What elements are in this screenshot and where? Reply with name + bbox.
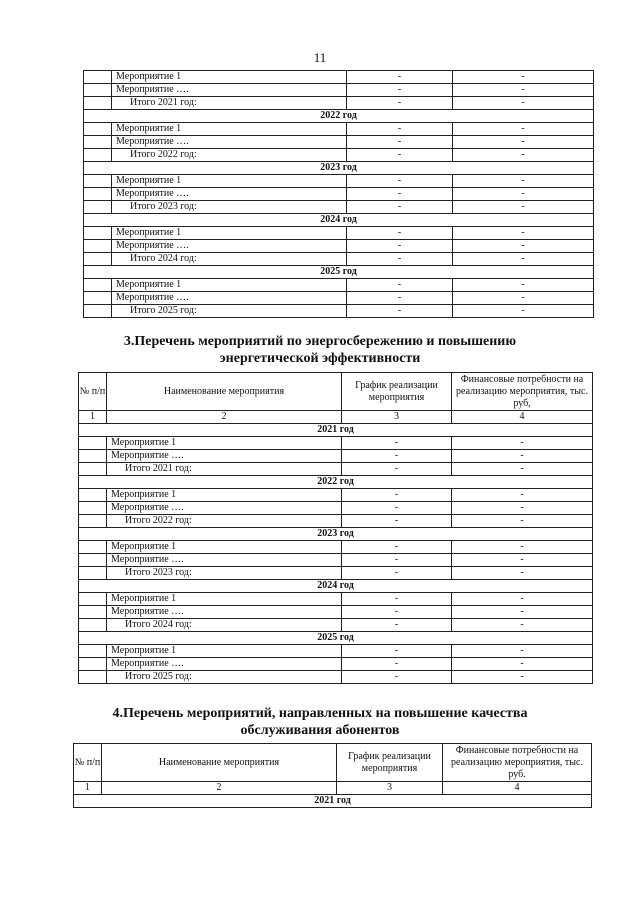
finance-cell: - xyxy=(453,175,594,188)
schedule-cell: - xyxy=(347,84,453,97)
schedule-cell: - xyxy=(342,567,452,580)
finance-cell: - xyxy=(453,71,594,84)
finance-cell: - xyxy=(453,240,594,253)
index-row xyxy=(74,782,592,795)
activity-name: Мероприятие …. xyxy=(107,554,342,567)
activity-name: Мероприятие …. xyxy=(112,292,347,305)
table-row xyxy=(84,279,594,292)
schedule-cell: - xyxy=(342,593,452,606)
activity-name: Мероприятие …. xyxy=(107,450,342,463)
total-row xyxy=(84,253,594,266)
col-header-finance: Финансовые потребности на реализацию мероприятия, тыс. руб. xyxy=(443,744,592,782)
finance-cell: - xyxy=(453,149,594,162)
col-header-schedule: График реализации мероприятия xyxy=(337,744,443,782)
num-cell xyxy=(79,502,107,515)
table-row xyxy=(84,123,594,136)
table-row xyxy=(84,240,594,253)
col-header-name: Наименование мероприятия xyxy=(102,744,337,782)
num-cell xyxy=(84,175,112,188)
finance-cell: - xyxy=(452,437,593,450)
year-row xyxy=(84,110,594,123)
num-cell xyxy=(79,619,107,632)
finance-cell: - xyxy=(452,463,593,476)
page-number: 11 xyxy=(313,50,327,65)
finance-cell: - xyxy=(452,450,593,463)
schedule-cell: - xyxy=(342,437,452,450)
table-row xyxy=(79,437,593,450)
finance-cell: - xyxy=(453,201,594,214)
finance-cell: - xyxy=(453,279,594,292)
index-cell: 4 xyxy=(452,411,593,424)
index-cell: 1 xyxy=(74,782,102,795)
section4-title-line2: обслуживания абонентов xyxy=(240,723,400,738)
activity-name: Мероприятие 1 xyxy=(107,645,342,658)
total-label: Итого 2021 год: xyxy=(107,463,342,476)
activity-name: Мероприятие …. xyxy=(112,84,347,97)
num-cell xyxy=(79,463,107,476)
finance-cell: - xyxy=(452,554,593,567)
schedule-cell: - xyxy=(342,502,452,515)
section3-title-line2: энергетической эффективности xyxy=(219,351,421,366)
num-cell xyxy=(84,84,112,97)
num-cell xyxy=(79,606,107,619)
table-continued xyxy=(83,70,594,318)
finance-cell: - xyxy=(453,253,594,266)
activity-name: Мероприятие …. xyxy=(112,136,347,149)
year-label: 2022 год xyxy=(84,110,594,123)
finance-cell: - xyxy=(452,658,593,671)
schedule-cell: - xyxy=(342,619,452,632)
schedule-cell: - xyxy=(347,71,453,84)
finance-cell: - xyxy=(452,515,593,528)
table-row xyxy=(79,489,593,502)
index-cell: 2 xyxy=(102,782,337,795)
table-row xyxy=(84,292,594,305)
index-row xyxy=(79,411,593,424)
num-cell xyxy=(84,305,112,318)
schedule-cell: - xyxy=(342,541,452,554)
section4-title-line1: 4.Перечень мероприятий, направленных на повышение качества xyxy=(112,706,528,721)
num-cell xyxy=(84,149,112,162)
schedule-cell: - xyxy=(347,149,453,162)
num-cell xyxy=(79,515,107,528)
num-cell xyxy=(79,671,107,684)
finance-cell: - xyxy=(453,97,594,110)
finance-cell: - xyxy=(452,593,593,606)
finance-cell: - xyxy=(452,671,593,684)
schedule-cell: - xyxy=(347,97,453,110)
num-cell xyxy=(84,292,112,305)
schedule-cell: - xyxy=(347,305,453,318)
num-cell xyxy=(84,227,112,240)
year-label: 2022 год xyxy=(79,476,593,489)
table-row xyxy=(79,554,593,567)
schedule-cell: - xyxy=(347,279,453,292)
year-row xyxy=(84,162,594,175)
finance-cell: - xyxy=(453,188,594,201)
table-row xyxy=(84,175,594,188)
num-cell xyxy=(79,567,107,580)
schedule-cell: - xyxy=(342,515,452,528)
table-row xyxy=(79,450,593,463)
table-section3 xyxy=(78,372,593,684)
finance-cell: - xyxy=(452,619,593,632)
col-header-num: № п/п xyxy=(79,373,107,411)
year-row xyxy=(79,424,593,437)
total-row xyxy=(79,671,593,684)
section3-title-line1: 3.Перечень мероприятий по энергосбережению и повышению xyxy=(123,334,517,349)
year-row xyxy=(79,528,593,541)
activity-name: Мероприятие 1 xyxy=(112,175,347,188)
table-section4 xyxy=(73,743,592,808)
finance-cell: - xyxy=(453,123,594,136)
year-row xyxy=(79,632,593,645)
year-label: 2025 год xyxy=(79,632,593,645)
finance-cell: - xyxy=(452,567,593,580)
finance-cell: - xyxy=(452,502,593,515)
table-row xyxy=(79,502,593,515)
num-cell xyxy=(84,71,112,84)
activity-name: Мероприятие …. xyxy=(107,606,342,619)
table-row xyxy=(79,541,593,554)
table-row xyxy=(79,658,593,671)
num-cell xyxy=(79,658,107,671)
schedule-cell: - xyxy=(342,450,452,463)
table-row xyxy=(84,71,594,84)
schedule-cell: - xyxy=(342,645,452,658)
num-cell xyxy=(84,123,112,136)
section3-title xyxy=(0,333,640,367)
total-label: Итого 2025 год: xyxy=(112,305,347,318)
col-header-name: Наименование мероприятия xyxy=(107,373,342,411)
total-row xyxy=(79,515,593,528)
year-label: 2023 год xyxy=(79,528,593,541)
year-row xyxy=(84,214,594,227)
schedule-cell: - xyxy=(347,136,453,149)
table-header-row xyxy=(79,373,593,411)
total-row xyxy=(79,567,593,580)
finance-cell: - xyxy=(452,606,593,619)
year-label: 2025 год xyxy=(84,266,594,279)
schedule-cell: - xyxy=(342,463,452,476)
col-header-schedule: График реализации мероприятия xyxy=(342,373,452,411)
num-cell xyxy=(84,136,112,149)
total-row xyxy=(84,149,594,162)
activity-name: Мероприятие 1 xyxy=(107,437,342,450)
total-label: Итого 2021 год: xyxy=(112,97,347,110)
schedule-cell: - xyxy=(342,489,452,502)
finance-cell: - xyxy=(452,541,593,554)
num-cell xyxy=(79,554,107,567)
col-header-num: № п/п xyxy=(74,744,102,782)
index-cell: 4 xyxy=(443,782,592,795)
num-cell xyxy=(84,201,112,214)
schedule-cell: - xyxy=(342,554,452,567)
table-header-row xyxy=(74,744,592,782)
schedule-cell: - xyxy=(342,658,452,671)
activity-name: Мероприятие 1 xyxy=(112,227,347,240)
finance-cell: - xyxy=(452,645,593,658)
activity-name: Мероприятие …. xyxy=(107,502,342,515)
year-label: 2023 год xyxy=(84,162,594,175)
schedule-cell: - xyxy=(342,606,452,619)
table-row xyxy=(79,593,593,606)
total-row xyxy=(84,201,594,214)
year-row xyxy=(84,266,594,279)
total-row xyxy=(79,619,593,632)
num-cell xyxy=(84,188,112,201)
total-label: Итого 2022 год: xyxy=(112,149,347,162)
total-label: Итого 2023 год: xyxy=(107,567,342,580)
schedule-cell: - xyxy=(347,292,453,305)
index-cell: 1 xyxy=(79,411,107,424)
total-row xyxy=(84,97,594,110)
table-row xyxy=(84,188,594,201)
num-cell xyxy=(84,240,112,253)
activity-name: Мероприятие 1 xyxy=(107,489,342,502)
table-row xyxy=(79,645,593,658)
num-cell xyxy=(79,437,107,450)
finance-cell: - xyxy=(453,84,594,97)
total-label: Итого 2024 год: xyxy=(112,253,347,266)
table-row xyxy=(84,136,594,149)
year-label: 2021 год xyxy=(79,424,593,437)
year-label: 2024 год xyxy=(79,580,593,593)
index-cell: 3 xyxy=(337,782,443,795)
table-row xyxy=(79,606,593,619)
total-label: Итого 2025 год: xyxy=(107,671,342,684)
finance-cell: - xyxy=(452,489,593,502)
col-header-finance: Финансовые потребности на реализацию мероприятия, тыс. руб, xyxy=(452,373,593,411)
index-cell: 3 xyxy=(342,411,452,424)
schedule-cell: - xyxy=(347,188,453,201)
total-label: Итого 2023 год: xyxy=(112,201,347,214)
schedule-cell: - xyxy=(347,253,453,266)
activity-name: Мероприятие …. xyxy=(112,240,347,253)
index-cell: 2 xyxy=(107,411,342,424)
schedule-cell: - xyxy=(347,123,453,136)
schedule-cell: - xyxy=(347,227,453,240)
total-label: Итого 2024 год: xyxy=(107,619,342,632)
schedule-cell: - xyxy=(347,240,453,253)
num-cell xyxy=(79,450,107,463)
table-row xyxy=(84,84,594,97)
section4-title xyxy=(0,705,640,739)
num-cell xyxy=(79,593,107,606)
finance-cell: - xyxy=(453,227,594,240)
schedule-cell: - xyxy=(347,175,453,188)
year-row xyxy=(79,580,593,593)
table-row xyxy=(84,227,594,240)
num-cell xyxy=(84,97,112,110)
finance-cell: - xyxy=(453,136,594,149)
activity-name: Мероприятие …. xyxy=(112,188,347,201)
num-cell xyxy=(79,645,107,658)
year-label: 2021 год xyxy=(74,795,592,808)
total-row xyxy=(84,305,594,318)
total-label: Итого 2022 год: xyxy=(107,515,342,528)
year-label: 2024 год xyxy=(84,214,594,227)
num-cell xyxy=(79,489,107,502)
total-row xyxy=(79,463,593,476)
activity-name: Мероприятие 1 xyxy=(112,279,347,292)
num-cell xyxy=(79,541,107,554)
num-cell xyxy=(84,253,112,266)
finance-cell: - xyxy=(453,305,594,318)
activity-name: Мероприятие 1 xyxy=(107,541,342,554)
num-cell xyxy=(84,279,112,292)
schedule-cell: - xyxy=(342,671,452,684)
activity-name: Мероприятие …. xyxy=(107,658,342,671)
year-row xyxy=(74,795,592,808)
finance-cell: - xyxy=(453,292,594,305)
activity-name: Мероприятие 1 xyxy=(107,593,342,606)
schedule-cell: - xyxy=(347,201,453,214)
activity-name: Мероприятие 1 xyxy=(112,71,347,84)
year-row xyxy=(79,476,593,489)
activity-name: Мероприятие 1 xyxy=(112,123,347,136)
